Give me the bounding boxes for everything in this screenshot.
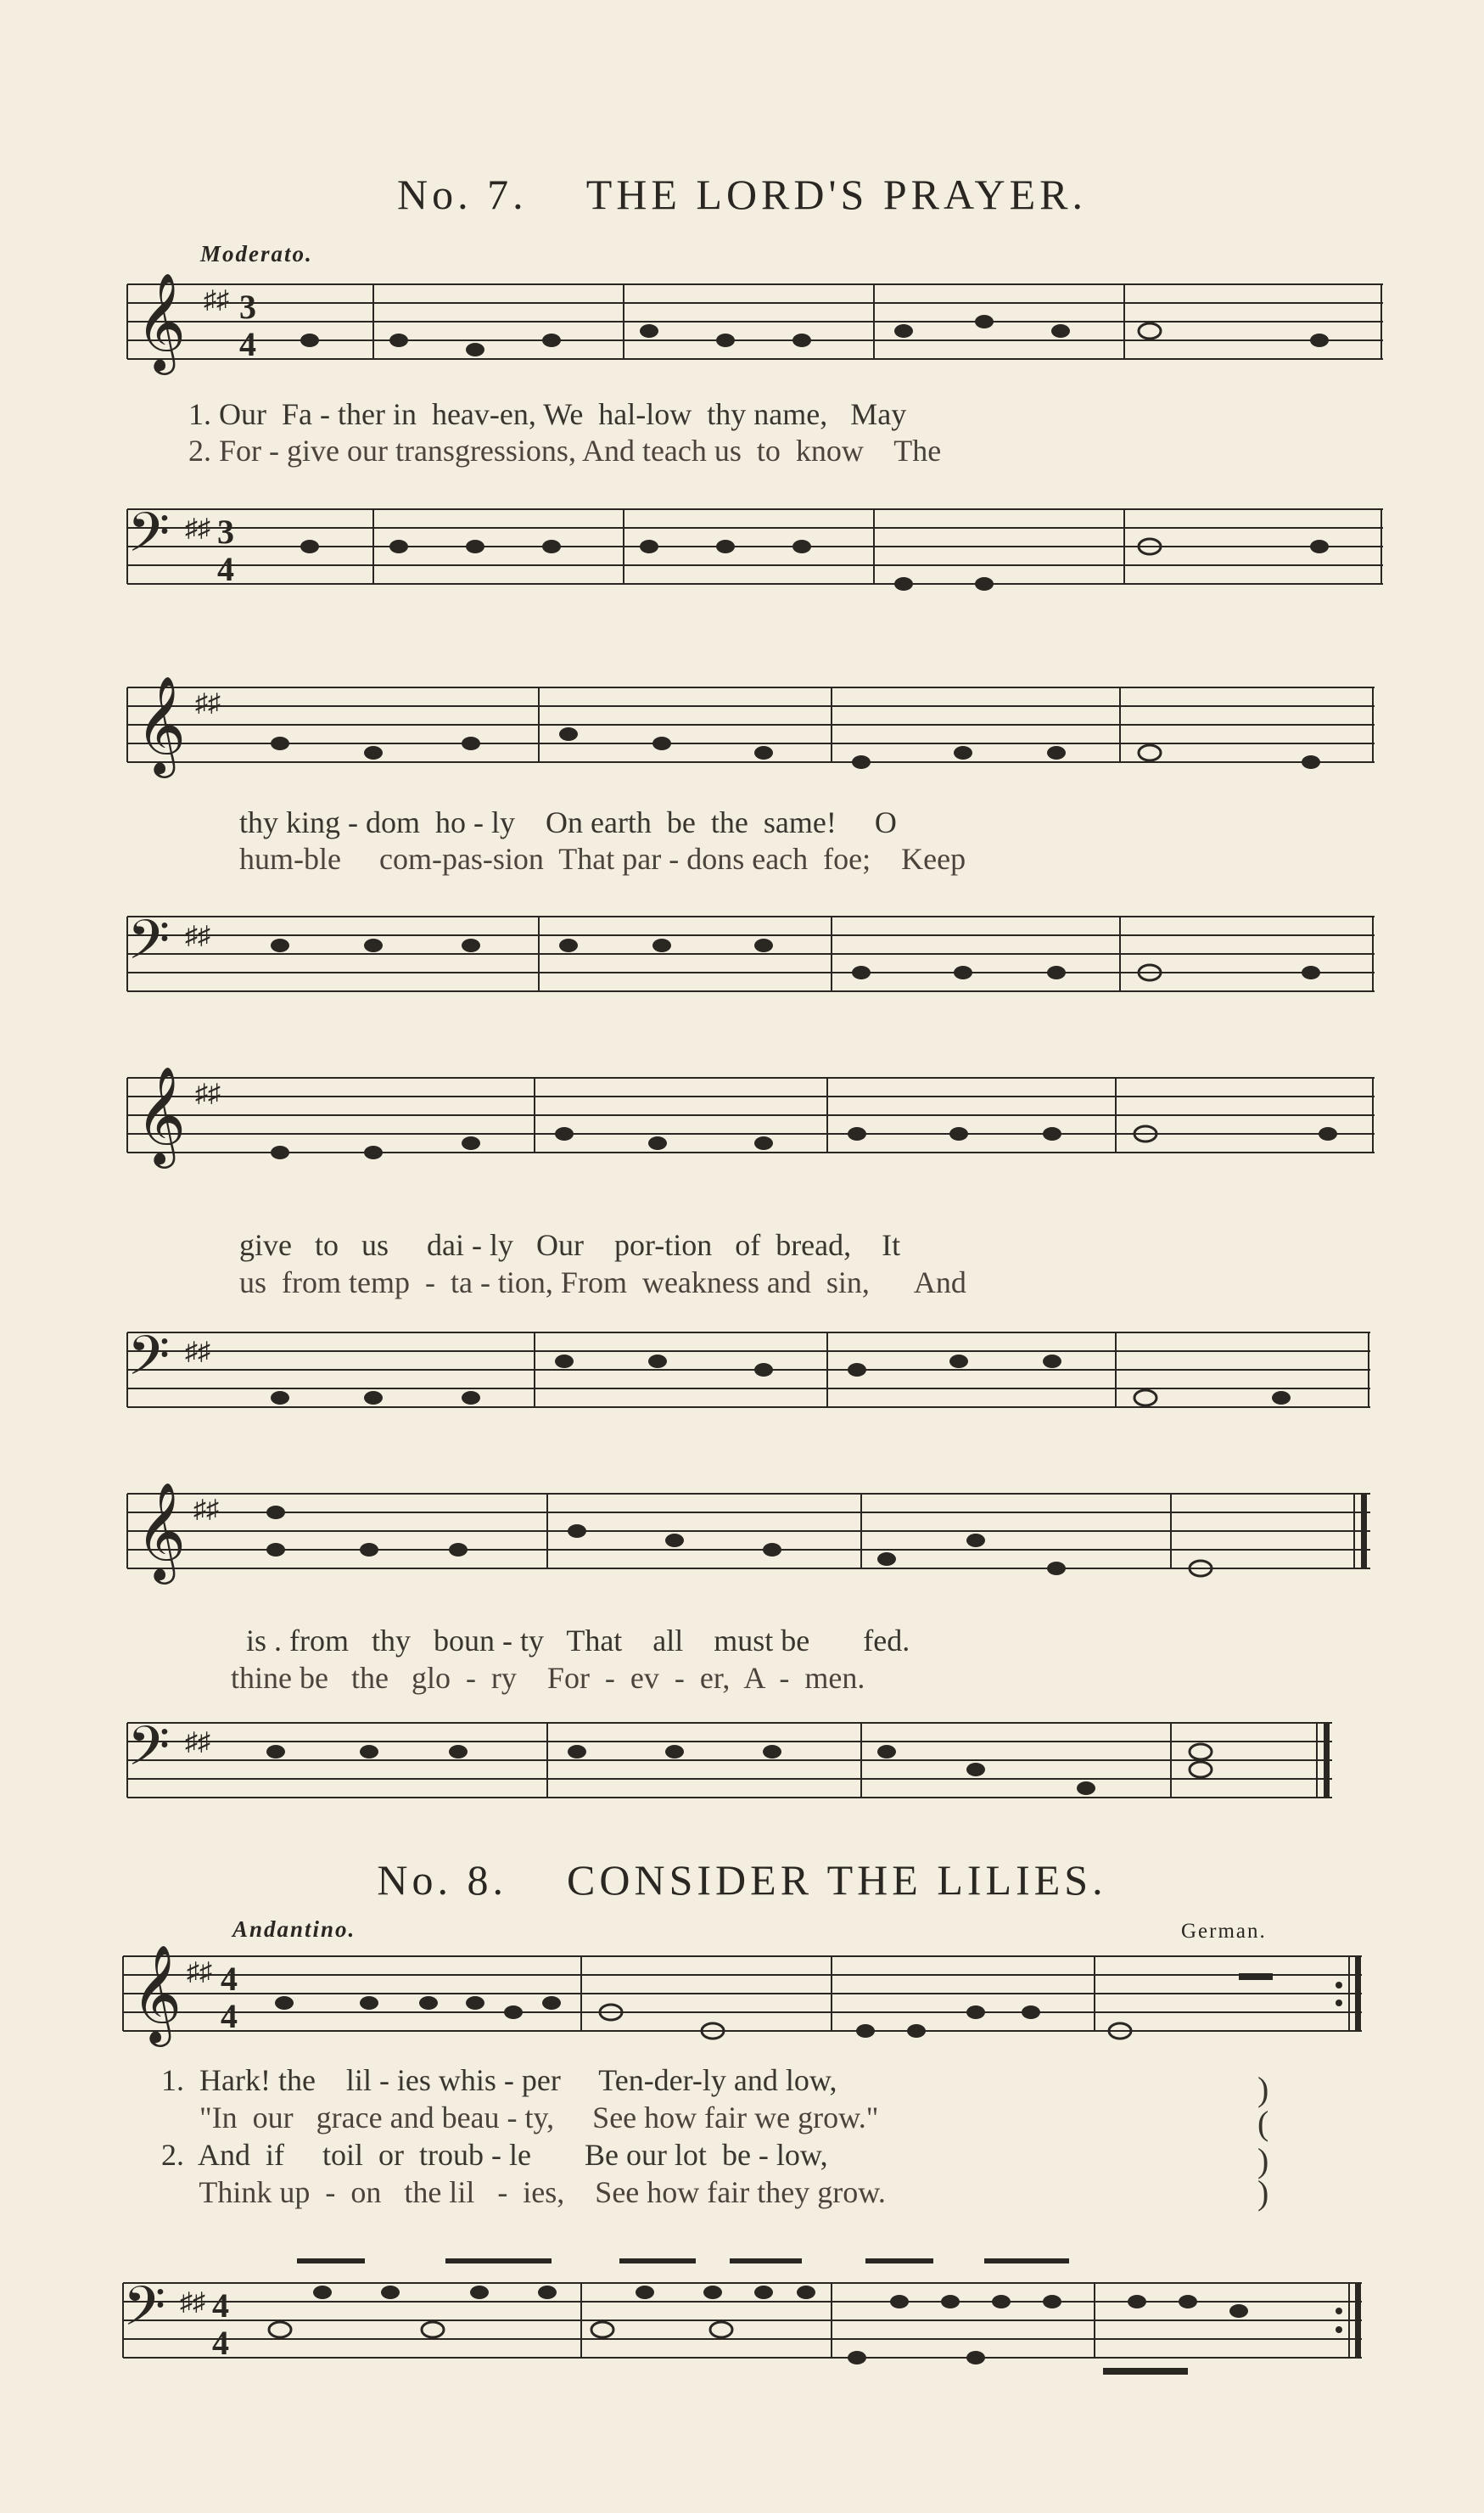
hymn-8-lyric-line-2: "In our grace and beau - ty, See how fair we grow." <box>161 2101 879 2134</box>
svg-text:♯♯: ♯♯ <box>185 514 210 542</box>
hymn-8-composer: German. <box>1181 1920 1267 1943</box>
svg-text:♯♯: ♯♯ <box>193 1495 219 1523</box>
hymn-7-system-4-bass-staff <box>0 1714 1484 1808</box>
hymn-8-tempo-marking: Andantino. <box>232 1916 356 1942</box>
hymn-8-lyric-line-4: Think up - on the lil - ies, See how fair they grow. <box>161 2175 886 2209</box>
svg-text:3: 3 <box>239 288 256 326</box>
svg-text:𝄞: 𝄞 <box>132 1944 182 2043</box>
hymn-7-system-3-bass-staff <box>0 1324 1484 1417</box>
hymn-7-system-2-bass-staff <box>0 908 1484 1001</box>
hymn-8-verse-2-brace: ) <box>1257 2141 1269 2179</box>
svg-text:𝄞: 𝄞 <box>136 272 187 371</box>
svg-text:4: 4 <box>239 325 256 363</box>
hymn-7-number: No. 7. <box>396 171 528 218</box>
hymn-8-lyric-line-1: 1. Hark! the lil - ies whis - per Ten-der-ly and low, <box>161 2063 837 2097</box>
hymn-7-system-4-treble-staff <box>0 1481 1484 1580</box>
hymn-7-system-4-verse-1: is . from thy boun - ty That all must be fed. <box>246 1624 910 1658</box>
svg-text:𝄢: 𝄢 <box>127 1715 171 1792</box>
hymn-8-bass-staff <box>0 2258 1484 2376</box>
svg-text:3: 3 <box>217 513 234 551</box>
hymn-7-system-4-verse-2: thine be the glo - ry For - ev - er, A - men. <box>231 1661 865 1695</box>
hymn-8-verse-1-brace-end: ( <box>1257 2104 1269 2142</box>
svg-text:𝄢: 𝄢 <box>127 1325 171 1401</box>
svg-text:♯♯: ♯♯ <box>195 689 221 717</box>
hymn-8-lyric-line-3: 2. And if toil or troub - le Be our lot be - low, <box>161 2138 828 2172</box>
svg-text:4: 4 <box>212 2286 229 2325</box>
hymn-7-title <box>0 170 1484 219</box>
hymn-7-system-1-verse-1: 1. Our Fa - ther in heav-en, We hal-low thy name, May <box>188 397 907 431</box>
hymn-7-system-2-verse-1: thy king - dom ho - ly On earth be the same! O <box>239 805 897 839</box>
hymn-8-verse-2-brace-end: ) <box>1257 2174 1269 2212</box>
svg-text:𝄢: 𝄢 <box>123 2275 166 2352</box>
hymn-8-treble-staff <box>0 1944 1484 2043</box>
hymn-7-system-3-treble-staff <box>0 1065 1484 1164</box>
hymn-7-system-1-treble-staff <box>0 272 1484 371</box>
hymn-8-title <box>0 1855 1484 1904</box>
hymn-7-system-2-verse-2: hum-ble com-pas-sion That par - dons each foe; Keep <box>239 842 966 876</box>
svg-text:4: 4 <box>217 550 234 588</box>
svg-text:𝄞: 𝄞 <box>136 1065 187 1164</box>
hymn-7-title-text: THE LORD'S PRAYER. <box>585 171 1087 218</box>
svg-text:4: 4 <box>221 1960 238 1998</box>
svg-text:𝄢: 𝄢 <box>127 502 171 578</box>
svg-text:4: 4 <box>212 2324 229 2362</box>
hymn-7-system-2-treble-staff <box>0 675 1484 774</box>
svg-text:♯♯: ♯♯ <box>180 2288 205 2316</box>
hymn-7-tempo-marking: Moderato. <box>200 241 313 266</box>
svg-text:♯♯: ♯♯ <box>187 1958 212 1986</box>
svg-text:♯♯: ♯♯ <box>195 1080 221 1108</box>
svg-text:♯♯: ♯♯ <box>185 922 210 950</box>
svg-text:𝄞: 𝄞 <box>136 675 187 774</box>
hymn-7-system-3-verse-2: us from temp - ta - tion, From weakness and sin, And <box>239 1265 966 1299</box>
hymn-8-number: No. 8. <box>377 1856 508 1904</box>
svg-text:♯♯: ♯♯ <box>185 1338 210 1366</box>
hymn-7-system-3-verse-1: give to us dai - ly Our por-tion of bread, It <box>239 1228 901 1262</box>
hymn-7-system-1-verse-2: 2. For - give our transgressions, And teach us to know The <box>188 434 942 468</box>
svg-text:𝄞: 𝄞 <box>136 1481 187 1580</box>
svg-text:♯♯: ♯♯ <box>204 286 229 314</box>
svg-text:4: 4 <box>221 1997 238 2035</box>
svg-text:𝄢: 𝄢 <box>127 909 171 985</box>
svg-text:♯♯: ♯♯ <box>185 1728 210 1756</box>
hymn-7-system-1-bass-staff <box>0 501 1484 594</box>
hymn-8-verse-1-brace: ) <box>1257 2070 1269 2108</box>
hymn-8-title-text: CONSIDER THE LILIES. <box>567 1856 1107 1904</box>
